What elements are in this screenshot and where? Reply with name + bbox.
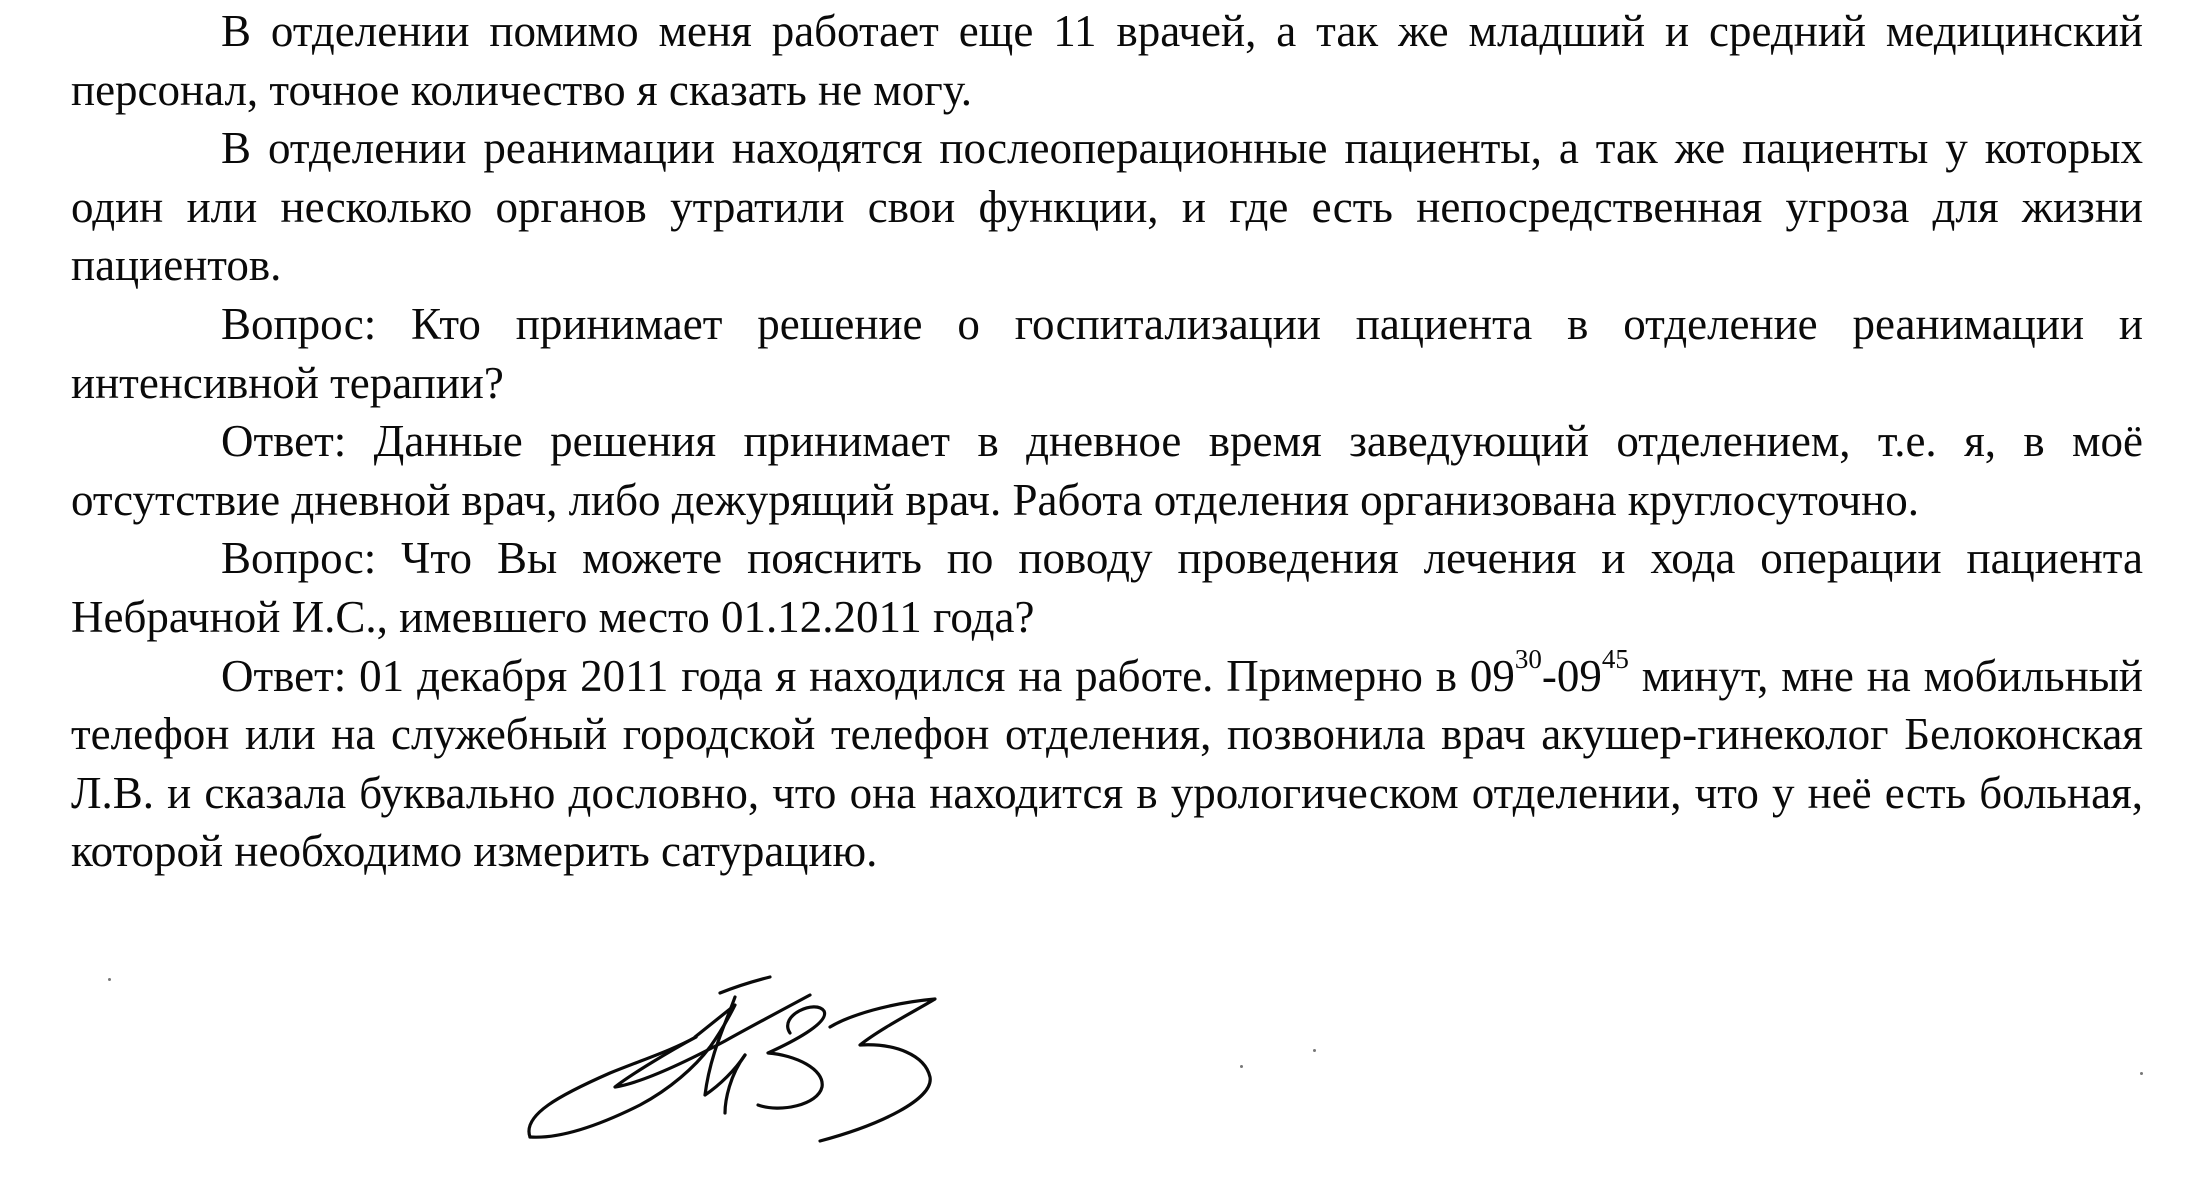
- time-superscript-start: 30: [1514, 643, 1542, 674]
- handwritten-signature-icon: [520, 955, 1030, 1155]
- paper-speck: [1313, 1049, 1316, 1052]
- paper-speck: [1240, 1065, 1243, 1068]
- paper-speck: [108, 978, 111, 981]
- paragraph-patients: В отделении реанимации находятся послеоперационные пациенты, а так же пациенты у которых один или несколько органов утратили свои функции, и где есть непосредственная угроза для жизни пациентов.: [71, 123, 2143, 291]
- time-superscript-end: 45: [1601, 643, 1629, 674]
- answer-text-start: Ответ: 01 декабря 2011 года я находился на работе. Примерно в 09: [221, 650, 1515, 701]
- paragraph-staff: В отделении помимо меня работает еще 11 врачей, а так же младший и средний медицинский персонал, точное количество я сказать не могу.: [71, 6, 2143, 115]
- answer-text-rest: минут, мне на мобильный телефон или на служебный городской телефон отделения, позвонила врач акушер-гинеколог Белоконская Л.В. и сказала буквально дословно, что она находится в урологическом отделении, что у неё есть больная, которой необходимо измерить сатурацию.: [71, 650, 2144, 877]
- document-text: [71, 2, 2143, 881]
- paragraph-answer-admission: Ответ: Данные решения принимает в дневное время заведующий отделением, т.е. я, в моё отсутствие дневной врач, либо дежурящий врач. Работа отделения организована круглосуточно.: [71, 416, 2143, 525]
- paragraph-question-treatment: Вопрос: Что Вы можете пояснить по поводу проведения лечения и хода операции пациента Небрачной И.С., имевшего место 01.12.2011 года?: [71, 533, 2143, 642]
- answer-text-dash: -09: [1541, 650, 1602, 701]
- paragraph-answer-treatment: [71, 643, 2144, 881]
- paper-speck: [2140, 1072, 2143, 1075]
- paragraph-question-admission: Вопрос: Кто принимает решение о госпитализации пациента в отделение реанимации и интенсивной терапии?: [71, 298, 2143, 408]
